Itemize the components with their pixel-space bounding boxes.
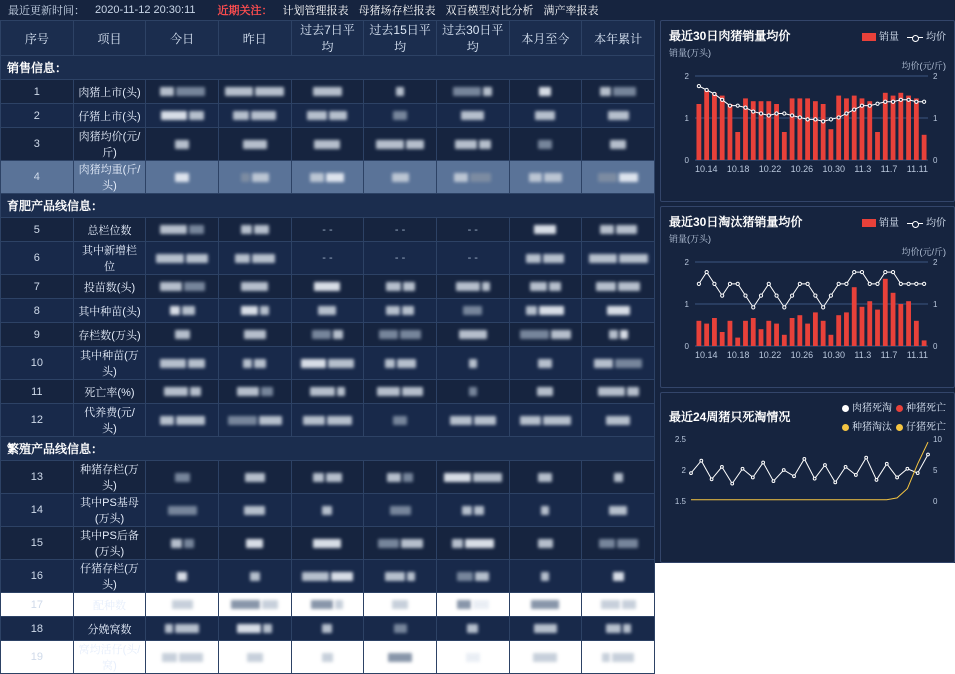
table-cell-value	[582, 80, 655, 104]
col-year-to-date: 本年累计	[582, 21, 655, 56]
col-avg7: 过去7日平均	[291, 21, 364, 56]
table-cell-value	[146, 461, 219, 494]
table-cell-value	[582, 593, 655, 617]
x-tick-label: 11.3	[854, 350, 872, 360]
table-row[interactable]	[1, 347, 655, 380]
table-row[interactable]	[1, 404, 655, 437]
table-cell-item: 其中PS基母(万头)	[73, 494, 146, 527]
chart1-x-ticks	[661, 164, 954, 178]
svg-text:0: 0	[933, 156, 938, 164]
chart-legend-mortality	[796, 399, 946, 433]
legend-item-volume[interactable]: 销量	[862, 28, 899, 43]
x-tick-label: 10.30	[822, 164, 846, 174]
table-row[interactable]	[1, 380, 655, 404]
table-cell-value	[218, 275, 291, 299]
table-cell-value	[436, 299, 509, 323]
top-status-bar	[0, 0, 955, 20]
table-cell-value	[582, 218, 655, 242]
svg-text:2: 2	[684, 258, 689, 267]
table-cell-value	[582, 560, 655, 593]
table-cell-item: 总栏位数	[73, 218, 146, 242]
table-cell-value	[146, 593, 219, 617]
table-cell-value	[509, 404, 582, 437]
table-cell-item: 存栏数(万头)	[73, 323, 146, 347]
hot-topics-label: 近期关注：	[217, 5, 273, 17]
table-cell-value	[582, 161, 655, 194]
table-cell-value	[509, 80, 582, 104]
link-plan-report[interactable]: 计划管理报表	[282, 5, 349, 17]
table-cell-index: 13	[1, 461, 74, 494]
col-index: 序号	[1, 21, 74, 56]
x-tick-label: 11.7	[880, 350, 898, 360]
table-cell-value	[364, 161, 437, 194]
table-cell-value	[218, 404, 291, 437]
svg-text:1: 1	[933, 300, 938, 309]
svg-text:0: 0	[933, 342, 938, 350]
table-cell-value	[509, 104, 582, 128]
table-cell-value	[218, 641, 291, 674]
table-cell-value	[436, 104, 509, 128]
chart-legend-cull-sales	[862, 214, 946, 229]
x-tick-label: 11.11	[906, 350, 928, 360]
svg-text:0: 0	[684, 156, 689, 164]
table-row[interactable]	[1, 593, 655, 617]
table-cell-value	[509, 641, 582, 674]
svg-text:1.5: 1.5	[674, 497, 686, 505]
table-cell-index: 17	[1, 593, 74, 617]
table-cell-item: 肉猪上市(头)	[73, 80, 146, 104]
table-cell-value	[436, 527, 509, 560]
table-cell-value	[291, 128, 364, 161]
table-cell-value	[582, 641, 655, 674]
table-cell-value	[146, 323, 219, 347]
legend-item-volume-2[interactable]: 销量	[862, 214, 899, 229]
table-cell-value	[364, 641, 437, 674]
table-cell-value	[291, 380, 364, 404]
table-cell-value	[218, 161, 291, 194]
col-today: 今日	[146, 21, 219, 56]
table-cell-value	[146, 299, 219, 323]
chart-legend-hog-sales	[862, 28, 946, 43]
table-body	[1, 56, 655, 674]
link-model-compare[interactable]: 双百模型对比分析	[445, 5, 534, 17]
table-cell-value	[146, 275, 219, 299]
svg-text:2: 2	[684, 72, 689, 81]
chart-title-hog-sales: 最近30日肉猪销量均价	[669, 29, 791, 43]
table-cell-value	[436, 560, 509, 593]
table-cell-value	[436, 494, 509, 527]
table-cell-index: 8	[1, 299, 74, 323]
table-cell-value	[146, 560, 219, 593]
table-cell-value	[218, 560, 291, 593]
x-tick-label: 10.30	[822, 350, 846, 360]
svg-text:1: 1	[684, 300, 689, 309]
table-cell-index: 19	[1, 641, 74, 674]
table-cell-value: - -	[364, 242, 437, 275]
table-cell-value	[509, 299, 582, 323]
table-section-title: 育肥产品线信息：	[1, 194, 655, 218]
table-cell-value	[582, 299, 655, 323]
x-tick-label: 10.18	[726, 164, 750, 174]
table-cell-value	[364, 527, 437, 560]
table-cell-value	[146, 104, 219, 128]
table-cell-value	[218, 323, 291, 347]
table-cell-value	[582, 275, 655, 299]
table-cell-value	[509, 218, 582, 242]
table-cell-index: 10	[1, 347, 74, 380]
table-cell-value	[509, 242, 582, 275]
table-cell-value	[436, 593, 509, 617]
table-cell-value	[364, 275, 437, 299]
table-cell-value	[364, 617, 437, 641]
table-cell-index: 12	[1, 404, 74, 437]
table-cell-value	[218, 80, 291, 104]
table-cell-value	[218, 128, 291, 161]
table-row[interactable]	[1, 641, 655, 674]
table-cell-value	[218, 617, 291, 641]
x-tick-label: 10.14	[695, 164, 718, 174]
table-cell-value	[364, 404, 437, 437]
x-tick-label: 10.26	[790, 164, 814, 174]
svg-text:0: 0	[684, 342, 689, 350]
table-cell-value: - -	[436, 218, 509, 242]
table-cell-value	[146, 80, 219, 104]
table-cell-value	[436, 347, 509, 380]
x-tick-label: 10.14	[695, 350, 718, 360]
table-cell-item: 死亡率(%)	[73, 380, 146, 404]
table-cell-index: 2	[1, 104, 74, 128]
table-cell-value	[218, 593, 291, 617]
x-tick-label: 11.3	[854, 164, 872, 174]
table-cell-value	[364, 299, 437, 323]
chart2-ylabel-right: 均价(元/斤)	[901, 247, 946, 257]
table-cell-value	[146, 527, 219, 560]
chart-title-mortality: 最近24周猪只死淘情况	[669, 409, 791, 424]
svg-text:1: 1	[684, 114, 689, 123]
metrics-table-panel	[0, 20, 658, 672]
table-cell-value	[509, 347, 582, 380]
x-tick-label: 10.22	[758, 350, 782, 360]
table-cell-index: 4	[1, 161, 74, 194]
table-cell-value	[218, 494, 291, 527]
table-cell-value	[291, 80, 364, 104]
table-cell-value	[364, 323, 437, 347]
table-cell-value: - -	[291, 218, 364, 242]
chart2-x-ticks	[661, 350, 954, 364]
table-cell-value	[146, 128, 219, 161]
table-cell-value	[146, 242, 219, 275]
table-row[interactable]	[1, 80, 655, 104]
table-row[interactable]	[1, 527, 655, 560]
table-cell-value	[509, 275, 582, 299]
chart1-plot	[661, 72, 954, 164]
table-cell-value	[582, 323, 655, 347]
svg-text:10: 10	[933, 435, 942, 444]
table-cell-item: 其中PS后备(万头)	[73, 527, 146, 560]
table-cell-value	[218, 299, 291, 323]
table-row[interactable]	[1, 218, 655, 242]
table-cell-value	[509, 560, 582, 593]
table-cell-value	[436, 404, 509, 437]
legend-item-breeder-cull[interactable]: 种猪淘汰	[842, 418, 892, 433]
svg-text:0: 0	[933, 497, 938, 505]
table-cell-value	[146, 161, 219, 194]
table-cell-value	[291, 161, 364, 194]
legend-item-piglet-death[interactable]: 仔猪死亡	[896, 418, 946, 433]
table-cell-value	[218, 104, 291, 128]
table-cell-value	[146, 617, 219, 641]
table-cell-value	[146, 404, 219, 437]
table-cell-value	[582, 128, 655, 161]
table-cell-value	[291, 299, 364, 323]
table-cell-value	[364, 80, 437, 104]
table-cell-index: 9	[1, 323, 74, 347]
table-cell-value	[364, 461, 437, 494]
chart-panel-hog-sales	[660, 20, 955, 202]
table-cell-value	[582, 461, 655, 494]
table-cell-value	[582, 380, 655, 404]
table-cell-value: - -	[436, 242, 509, 275]
table-cell-value	[436, 617, 509, 641]
x-tick-label: 10.22	[758, 164, 782, 174]
dashboard-body	[0, 20, 955, 672]
table-cell-value	[291, 641, 364, 674]
table-cell-value	[146, 494, 219, 527]
table-cell-value	[436, 380, 509, 404]
table-cell-value	[509, 128, 582, 161]
table-section-title: 销售信息：	[1, 56, 655, 80]
col-month-to-date: 本月至今	[509, 21, 582, 56]
legend-item-breeder-death[interactable]: 种猪死亡	[896, 399, 946, 414]
table-cell-index: 16	[1, 560, 74, 593]
table-cell-item: 仔猪上市(头)	[73, 104, 146, 128]
table-cell-value	[436, 161, 509, 194]
table-header	[1, 21, 655, 56]
table-cell-item: 仔猪存栏(万头)	[73, 560, 146, 593]
table-row[interactable]	[1, 161, 655, 194]
x-tick-label: 11.7	[880, 164, 898, 174]
table-section-row	[1, 194, 655, 218]
table-cell-value	[436, 323, 509, 347]
table-cell-item: 肉猪均重(斤/头)	[73, 161, 146, 194]
table-cell-index: 1	[1, 80, 74, 104]
table-cell-value	[364, 494, 437, 527]
table-cell-value	[218, 461, 291, 494]
table-row[interactable]	[1, 128, 655, 161]
col-item: 项目	[73, 21, 146, 56]
table-cell-item: 肉猪均价(元/斤)	[73, 128, 146, 161]
table-cell-value	[436, 80, 509, 104]
charts-column	[658, 20, 955, 563]
x-tick-label: 11.11	[906, 164, 928, 174]
table-cell-value	[291, 461, 364, 494]
table-cell-item: 配种数	[73, 593, 146, 617]
chart2-ylabel-left: 销量(万头)	[669, 234, 711, 244]
table-cell-value	[146, 347, 219, 380]
table-cell-item: 其中种苗(头)	[73, 299, 146, 323]
link-capacity-report[interactable]: 满产率报表	[543, 5, 599, 17]
table-cell-value	[291, 560, 364, 593]
update-time-label: 最近更新时间：	[8, 5, 85, 17]
table-cell-value	[582, 347, 655, 380]
table-cell-index: 5	[1, 218, 74, 242]
table-cell-value	[364, 560, 437, 593]
table-row[interactable]	[1, 299, 655, 323]
table-cell-index: 14	[1, 494, 74, 527]
chart-panel-cull-sales	[660, 206, 955, 388]
table-section-title: 繁殖产品线信息：	[1, 437, 655, 461]
table-row[interactable]	[1, 560, 655, 593]
table-cell-item: 投苗数(头)	[73, 275, 146, 299]
table-cell-value	[436, 461, 509, 494]
table-cell-value	[436, 275, 509, 299]
table-row[interactable]	[1, 104, 655, 128]
table-row[interactable]	[1, 323, 655, 347]
table-cell-value	[364, 380, 437, 404]
table-cell-value	[364, 593, 437, 617]
table-cell-value	[509, 461, 582, 494]
table-cell-index: 6	[1, 242, 74, 275]
table-row[interactable]	[1, 275, 655, 299]
table-header-row	[1, 21, 655, 56]
svg-text:1: 1	[933, 114, 938, 123]
table-cell-value	[509, 593, 582, 617]
table-cell-value	[582, 242, 655, 275]
table-cell-value	[218, 242, 291, 275]
table-cell-value	[364, 347, 437, 380]
table-cell-value	[509, 494, 582, 527]
table-cell-value	[291, 104, 364, 128]
table-cell-value	[509, 380, 582, 404]
table-cell-value	[291, 323, 364, 347]
col-avg15: 过去15日平均	[364, 21, 437, 56]
table-cell-value	[291, 404, 364, 437]
table-cell-item: 其中种苗(万头)	[73, 347, 146, 380]
table-cell-value	[582, 494, 655, 527]
table-cell-value	[436, 128, 509, 161]
x-tick-label: 10.18	[726, 350, 750, 360]
table-cell-item: 代养费(元/头)	[73, 404, 146, 437]
legend-item-price-2[interactable]: 均价	[907, 214, 946, 229]
table-cell-value	[364, 104, 437, 128]
table-cell-value	[291, 527, 364, 560]
table-cell-value	[218, 218, 291, 242]
table-cell-item: 分娩窝数	[73, 617, 146, 641]
table-cell-index: 11	[1, 380, 74, 404]
chart-panel-mortality	[660, 392, 955, 563]
table-row[interactable]	[1, 494, 655, 527]
x-tick-label: 10.26	[790, 350, 814, 360]
col-avg30: 过去30日平均	[436, 21, 509, 56]
table-cell-value	[146, 218, 219, 242]
table-cell-value	[436, 641, 509, 674]
table-row[interactable]	[1, 242, 655, 275]
svg-text:2: 2	[681, 466, 686, 475]
svg-text:2.5: 2.5	[674, 435, 686, 444]
legend-item-price[interactable]: 均价	[907, 28, 946, 43]
table-cell-value	[291, 593, 364, 617]
table-row[interactable]	[1, 461, 655, 494]
table-cell-index: 3	[1, 128, 74, 161]
table-cell-value	[146, 641, 219, 674]
table-cell-value	[218, 347, 291, 380]
chart1-ylabel-right: 均价(元/斤)	[901, 61, 946, 71]
table-cell-value	[582, 104, 655, 128]
table-cell-index: 18	[1, 617, 74, 641]
table-cell-value	[582, 617, 655, 641]
table-cell-value	[291, 275, 364, 299]
table-section-row	[1, 56, 655, 80]
link-sow-farm-report[interactable]: 母猪场存栏报表	[358, 5, 436, 17]
table-cell-value: - -	[291, 242, 364, 275]
chart2-plot	[661, 258, 954, 350]
table-cell-item: 其中新增栏位	[73, 242, 146, 275]
svg-text:5: 5	[933, 466, 938, 475]
table-cell-item: 窝均活仔(头/窝)	[73, 641, 146, 674]
table-cell-index: 7	[1, 275, 74, 299]
table-cell-value: - -	[364, 218, 437, 242]
table-cell-value	[218, 380, 291, 404]
legend-item-fattening-death[interactable]: 肉猪死淘	[842, 399, 892, 414]
table-cell-value	[509, 527, 582, 560]
table-row[interactable]	[1, 617, 655, 641]
table-cell-index: 15	[1, 527, 74, 560]
chart-title-cull-sales: 最近30日淘汰猪销量均价	[669, 215, 803, 229]
table-cell-value	[364, 128, 437, 161]
table-cell-value	[509, 161, 582, 194]
table-cell-value	[509, 617, 582, 641]
chart3-plot	[661, 435, 954, 505]
table-cell-value	[509, 323, 582, 347]
svg-text:2: 2	[933, 72, 938, 81]
table-cell-value	[582, 404, 655, 437]
update-timestamp: 2020-11-12 20:30:11	[95, 4, 196, 16]
table-section-row	[1, 437, 655, 461]
table-cell-value	[291, 347, 364, 380]
col-yesterday: 昨日	[218, 21, 291, 56]
table-cell-value	[582, 527, 655, 560]
table-cell-value	[218, 527, 291, 560]
chart1-ylabel-left: 销量(万头)	[669, 48, 711, 58]
table-cell-value	[291, 494, 364, 527]
table-cell-value	[291, 617, 364, 641]
svg-text:2: 2	[933, 258, 938, 267]
table-cell-value	[146, 380, 219, 404]
metrics-table	[0, 20, 655, 674]
table-cell-item: 种猪存栏(万头)	[73, 461, 146, 494]
